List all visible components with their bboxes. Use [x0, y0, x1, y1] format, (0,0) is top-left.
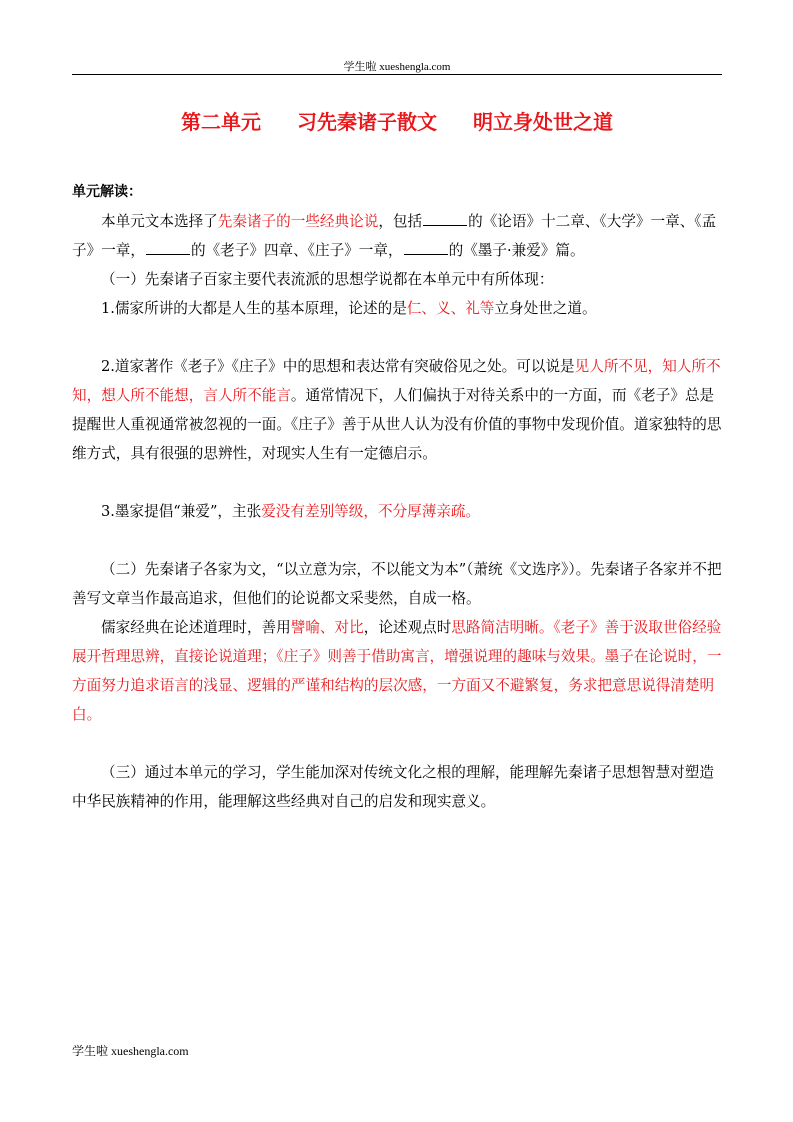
confucian-text-1: 1.儒家所讲的大都是人生的基本原理，论述的是: [101, 300, 407, 317]
section-heading: 单元解读：: [72, 184, 142, 200]
taoist-paragraph: [72, 352, 724, 468]
confucian-paragraph: [72, 294, 724, 323]
confucian-text-2: 立身处世之道。: [494, 300, 597, 317]
mohist-text-1: 3.墨家提倡“兼爱”，主张: [101, 503, 262, 520]
part3-paragraph: （三）通过本单元的学习，学生能加深对传统文化之根的理解，能理解先秦诸子思想智慧对塑造中华民族精神的作用，能理解这些经典对自己的启发和现实意义。: [72, 764, 714, 810]
document-body: [72, 178, 724, 816]
part2-paragraph: （二）先秦诸子各家为文，“以立意为宗，不以能文为本”（萧统《文选序》）。先秦诸子各家并不把善写文章当作最高追求，但他们的论说都文采斐然，自成一格。: [72, 561, 722, 607]
intro-highlight: 先秦诸子的一些经典论说: [217, 213, 379, 230]
taoist-text-1: 2.道家著作《老子》《庄子》中的思想和表达常有突破俗见之处。可以说是: [101, 358, 575, 375]
style-text-1: 儒家经典在论述道理时，善用: [101, 619, 291, 636]
mohist-paragraph: [72, 497, 724, 526]
style-highlight-2: 思路简洁明晰。《老子》善于汲取世俗经验展开哲理思辨，直接论说道理；《庄子》则善于借助寓言，增强说理的趣味与效果。墨子在论说时，一方面努力追求语言的浅显、逻辑的严谨和结构的层次感，一方面又不避繁复，务求把意思说得清楚明白。: [72, 619, 722, 723]
intro-text-5: 的《墨子·兼爱》篇。: [448, 242, 585, 259]
style-highlight-1: 譬喻、对比: [290, 619, 364, 636]
intro-text-1: 本单元文本选择了: [101, 213, 218, 230]
style-paragraph: [72, 613, 724, 729]
fill-blank-2: [146, 240, 190, 255]
style-text-2: ，论述观点时: [363, 619, 452, 636]
title-goal: 明立身处世之道: [473, 110, 613, 134]
mohist-highlight: 爱没有差别等级，不分厚薄亲疏。: [261, 503, 481, 520]
intro-text-4: 的《老子》四章、《庄子》一章，: [190, 242, 403, 259]
part1-heading: （一）先秦诸子百家主要代表流派的思想学说都在本单元中有所体现：: [101, 271, 554, 288]
page-footer: 学生啦 xueshengla.com: [72, 1044, 189, 1058]
title-unit: 第二单元: [181, 110, 261, 134]
title-theme: 习先秦诸子散文: [297, 110, 437, 134]
taoist-highlight: 见人所不见，知人所不知，想人所不能想，言人所不能言: [72, 358, 721, 404]
intro-text-2: ，包括: [378, 213, 423, 230]
page-header: 学生啦 xueshengla.com: [343, 61, 451, 73]
header-divider: [72, 74, 722, 75]
confucian-highlight: 仁、义、礼等: [406, 300, 495, 317]
intro-paragraph: [72, 207, 724, 265]
page-title: [72, 106, 722, 135]
taoist-text-2: 。通常情况下，人们偏执于对待关系中的一方面，而《老子》总是提醒世人重视通常被忽视的一面。《庄子》善于从世人认为没有价值的事物中发现价值。道家独特的思维方式，具有很强的思辨性，对现实人生有一定德启示。: [72, 387, 722, 462]
fill-blank-1: [423, 211, 467, 226]
intro-text-3: 的《论语》十二章、《大学》一章、《孟子》一章，: [72, 213, 717, 259]
fill-blank-3: [404, 240, 448, 255]
